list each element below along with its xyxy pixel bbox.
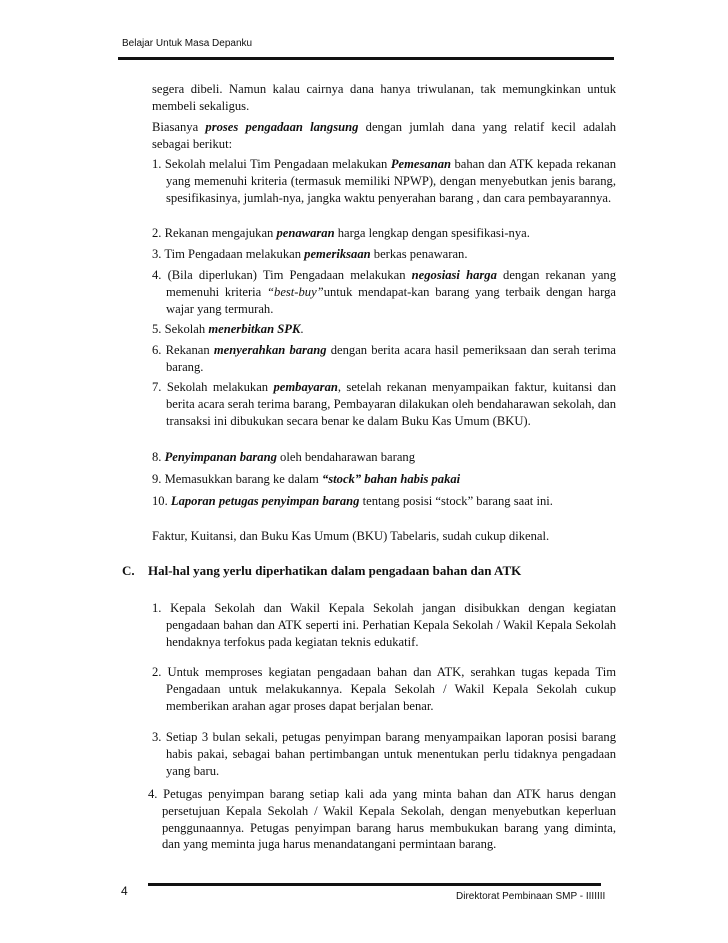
list-item-step-8: 8. Penyimpanan barang oleh bendaharawan barang (152, 450, 416, 464)
list-item-step-4: 4. (Bila diperlukan) Tim Pengadaan melakukan negosiasi harga dengan rekanan yang memenuhi kriteria “best-buy”untuk mendapat-kan barang yang terbaik dengan harga wajar yang termurah. (152, 268, 616, 316)
list-item-step-2: 2. Rekanan mengajukan penawaran harga lengkap dengan spesifikasi-nya. (152, 226, 530, 240)
list-item-step-1: 1. Sekolah melalui Tim Pengadaan melakukan Pemesanan bahan dan ATK kepada rekanan yang memenuhi kriteria (termasuk memiliki NPWP), dengan menyebutkan jenis barang, spesifikasinya, jumlah-nya, jangka waktu penyerahan barang , dan cara pembayarannya. (152, 157, 616, 205)
intro-text-end: dengan jumlah dana yang relatif kecil adalah sebagai berikut: (152, 120, 616, 151)
list-item-step-6: 6. Rekanan menyerahkan barang dengan berita acara hasil pemeriksaan dan serah terima barang. (152, 343, 616, 374)
intro-text: Biasanya (152, 120, 206, 134)
header-title: Belajar Untuk Masa Depanku (122, 38, 253, 49)
footer-rule (148, 883, 601, 886)
page-number: 4 (121, 884, 128, 898)
footer-publisher: Direktorat Pembinaan SMP - IIIIIII (456, 891, 606, 902)
list-item-c-1: 1. Kepala Sekolah dan Wakil Kepala Sekolah jangan disibukkan dengan kegiatan pengadaan bahan dan ATK seperti ini. Perhatian Kepala Sekolah / Wakil Kepala Sekolah hendaknya terfokus pada kegiatan teknis edukatif. (152, 601, 616, 649)
header-rule (118, 57, 614, 60)
list-item-c-3: 3. Setiap 3 bulan sekali, petugas penyimpan barang menyampaikan laporan posisi barang habis pakai, sebagai bahan pertimbangan untuk menentukan perlu tidaknya pengadaan yang baru. (152, 730, 616, 778)
section-title: Hal-hal yang yerlu diperhatikan dalam pengadaan bahan dan ATK (148, 563, 522, 578)
list-item-step-10: 10. Laporan petugas penyimpan barang tentang posisi “stock” barang saat ini. (152, 494, 553, 508)
list-item-c-4: 4. Petugas penyimpan barang setiap kali ada yang minta bahan dan ATK harus dengan persetujuan Kepala Sekolah / Wakil Kepala Sekolah, dengan menyebutkan keperluan penggunaannya. Petugas penyimpan barang harus membukukan barang yang diminta, dan yang meminta juga harus menandatangani permintaan barang. (148, 787, 616, 852)
list-item-step-7: 7. Sekolah melakukan pembayaran, setelah rekanan menyampaikan faktur, kuitansi dan berita acara serah terima barang, Pembayaran dilakukan oleh bendaharawan sekolah, dan transaksi ini dibukukan secara benar ke dalam Buku Kas Umum (BKU). (152, 380, 616, 428)
paragraph-continuation: segera dibeli. Namun kalau cairnya dana hanya triwulanan, tak memungkinkan untuk membeli sekaligus. (152, 82, 616, 113)
section-letter: C. (122, 563, 135, 578)
intro-emphasis: proses pengadaan langsung (205, 120, 359, 134)
paragraph-note: Faktur, Kuitansi, dan Buku Kas Umum (BKU) Tabelaris, sudah cukup dikenal. (152, 529, 550, 543)
list-item-c-2: 2. Untuk memproses kegiatan pengadaan bahan dan ATK, serahkan tugas kepada Tim Pengadaan untuk melakukannya. Kepala Sekolah / Wakil Kepala Sekolah cukup memberikan arahan agar proses dapat berjalan benar. (152, 665, 616, 713)
list-item-step-3: 3. Tim Pengadaan melakukan pemeriksaan berkas penawaran. (152, 247, 468, 261)
paragraph-intro (152, 119, 616, 153)
list-item-step-5: 5. Sekolah menerbitkan SPK. (152, 322, 304, 336)
section-heading (122, 563, 521, 579)
list-item-step-9: 9. Memasukkan barang ke dalam “stock” bahan habis pakai (152, 472, 461, 486)
